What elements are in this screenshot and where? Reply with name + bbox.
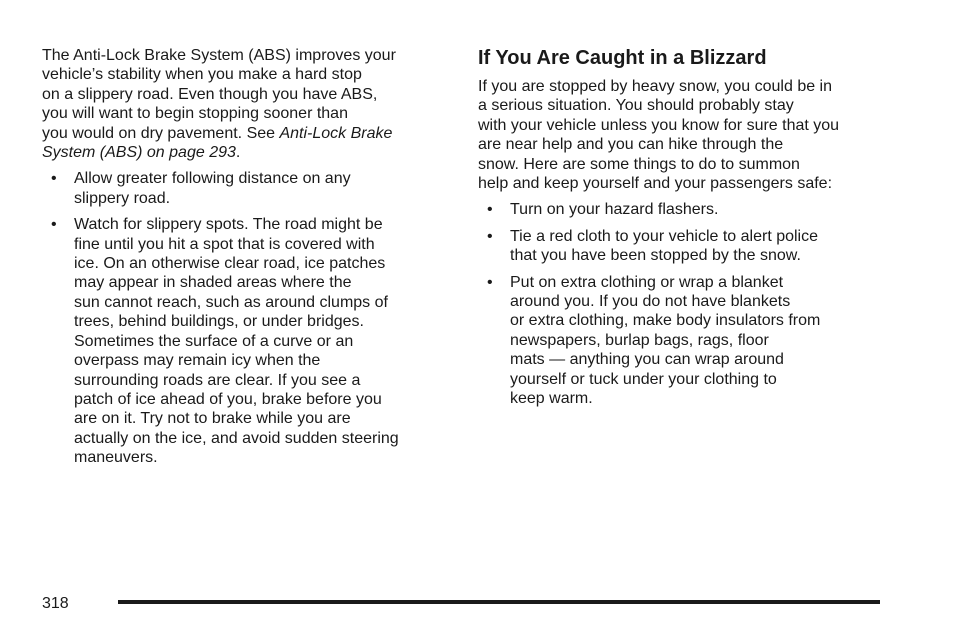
right-column: [478, 46, 883, 409]
text-line: surrounding roads are clear. If you see a: [74, 371, 361, 389]
abs-intro-paragraph: [42, 46, 442, 162]
text-line: around you. If you do not have blankets: [510, 293, 791, 311]
text-line: Sometimes the surface of a curve or an: [74, 332, 354, 350]
blizzard-bullet-list: [478, 200, 883, 408]
abs-cross-reference-link[interactable]: Anti-Lock Brake: [279, 124, 393, 142]
abs-cross-reference-link[interactable]: System (ABS) on page 293: [42, 144, 236, 162]
list-item: [478, 273, 883, 409]
text-line: fine until you hit a spot that is covered with: [74, 235, 375, 253]
section-heading: If You Are Caught in a Blizzard: [478, 47, 767, 69]
text-line: with your vehicle unless you know for sure that you: [478, 116, 840, 134]
list-item: [42, 215, 442, 467]
bullet-icon: •: [487, 273, 493, 291]
text-line: If you are stopped by heavy snow, you could be in: [478, 78, 833, 95]
text-line: overpass may remain icy when the: [74, 352, 321, 370]
text-line: a serious situation. You should probably stay: [478, 97, 794, 115]
text-line: or extra clothing, make body insulators from: [510, 312, 821, 330]
text-line: Turn on your hazard flashers.: [510, 201, 719, 219]
text-line: The Anti-Lock Brake System (ABS) improves your: [42, 47, 396, 64]
text-line: [42, 143, 442, 162]
blizzard-intro-paragraph: [478, 77, 883, 193]
text-line: keep warm.: [510, 390, 593, 408]
text-line: snow. Here are some things to do to summon: [478, 155, 800, 173]
text-line: Tie a red cloth to your vehicle to alert police: [510, 227, 819, 245]
text-line: actually on the ice, and avoid sudden steering: [74, 429, 399, 447]
footer-rule: [118, 600, 880, 604]
text-line: ice. On an otherwise clear road, ice patches: [74, 255, 386, 273]
text-line: [42, 124, 442, 143]
text-line: you will want to begin stopping sooner than: [42, 105, 348, 123]
bullet-icon: •: [51, 170, 57, 188]
list-item: [478, 227, 883, 266]
text-line: vehicle’s stability when you make a hard stop: [42, 66, 362, 84]
text-line: are near help and you can hike through the: [478, 136, 784, 154]
page-number: 318: [42, 595, 69, 612]
list-item: [478, 200, 883, 219]
left-column: [42, 46, 442, 468]
text-line: Watch for slippery spots. The road might be: [74, 216, 383, 234]
text-line: yourself or tuck under your clothing to: [510, 370, 777, 388]
bullet-icon: •: [487, 227, 493, 245]
slippery-road-bullet-list: [42, 169, 442, 467]
text-span: .: [235, 144, 241, 162]
text-line: Put on extra clothing or wrap a blanket: [510, 273, 784, 291]
text-line: slippery road.: [74, 189, 171, 207]
text-line: newspapers, burlap bags, rags, floor: [510, 331, 769, 349]
text-line: patch of ice ahead of you, brake before you: [74, 390, 382, 408]
text-line: mats — anything you can wrap around: [510, 351, 784, 369]
text-line: that you have been stopped by the snow.: [510, 247, 801, 265]
text-line: help and keep yourself and your passengers safe:: [478, 175, 833, 193]
text-line: maneuvers.: [74, 449, 158, 467]
text-span: you would on dry pavement. See: [42, 124, 280, 142]
bullet-icon: •: [487, 201, 493, 219]
list-item: [42, 169, 442, 208]
text-line: on a slippery road. Even though you have ABS,: [42, 85, 378, 103]
text-line: sun cannot reach, such as around clumps of: [74, 293, 388, 311]
text-line: are on it. Try not to brake while you are: [74, 410, 351, 428]
text-line: trees, behind buildings, or under bridges.: [74, 313, 364, 331]
text-line: Allow greater following distance on any: [74, 170, 351, 188]
text-line: may appear in shaded areas where the: [74, 274, 352, 292]
bullet-icon: •: [51, 216, 57, 234]
